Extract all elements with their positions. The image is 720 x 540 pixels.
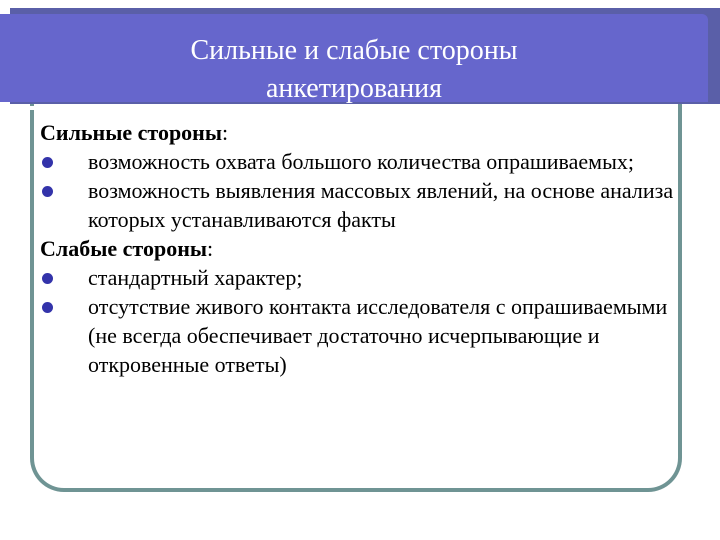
list-item-text: возможность выявления массовых явлений, на основе анализа которых устанавливаются факты [88,178,674,232]
bullet-dot-icon [42,186,53,197]
list-item [40,263,680,292]
list-item [40,176,680,234]
list-item-text: стандартный характер; [88,265,303,290]
bullet-dot-icon [42,302,53,313]
section-heading-weaknesses: Слабые стороны: [40,236,214,261]
slide-content [40,118,680,379]
title-bar [0,14,708,102]
list-item-text: отсутствие живого контакта исследователя с опрашиваемыми (не всегда обеспечивает достаточно исчерпывающие и откровенные ответы) [88,294,668,377]
bullet-dot-icon [42,157,53,168]
list-item [40,147,680,176]
strengths-list [40,147,680,234]
slide-title [0,32,708,108]
weaknesses-list [40,263,680,379]
list-item [40,292,680,379]
bullet-dot-icon [42,273,53,284]
title-line-1: Сильные и слабые стороны [190,35,518,66]
list-item-text: возможность охвата большого количества опрашиваемых; [88,149,634,174]
title-underline [0,106,636,110]
title-line-2: анкетирования [265,73,443,104]
section-heading-strengths: Сильные стороны: [40,120,229,145]
